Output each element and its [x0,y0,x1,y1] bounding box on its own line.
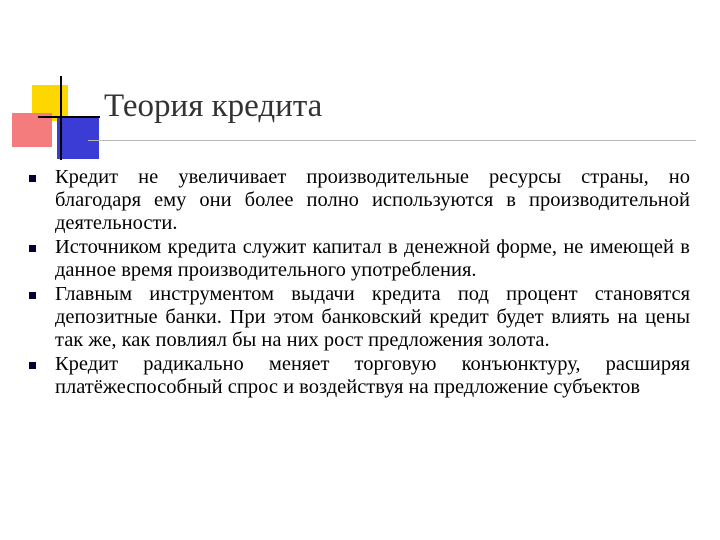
bullet-text: Источником кредита служит капитал в денежной форме, не имеющей в данное время производительного употребления. [55,236,690,281]
bullet-item-4 [26,353,690,399]
square-bullet-icon [29,362,36,369]
bullet-item-3 [26,283,690,352]
logo-horizontal-line [38,116,100,118]
bullet-list [26,166,690,400]
logo-blue-square [57,117,99,159]
square-bullet-icon [29,292,36,299]
logo-red-square [12,113,52,147]
bullet-item-1 [26,166,690,235]
square-bullet-icon [29,175,36,182]
bullet-item-2 [26,236,690,282]
bullet-text: Кредит радикально меняет торговую конъюнктуру, расширяя платёжеспособный спрос и воздействуя на предложение субъектов [55,353,690,398]
title-underline [88,140,696,141]
slide-title: Теория кредита [104,88,323,124]
bullet-text: Главным инструментом выдачи кредита под процент становятся депозитные банки. При этом банковский кредит будет влиять на цены так же, как повлиял бы на них рост предложения золота. [55,283,690,351]
bullet-text: Кредит не увеличивает производительные ресурсы страны, но благодаря ему они более полно используются в производительной деятельности. [55,166,690,234]
square-bullet-icon [29,245,36,252]
corner-logo-icon [0,0,100,170]
logo-vertical-line [60,76,62,160]
